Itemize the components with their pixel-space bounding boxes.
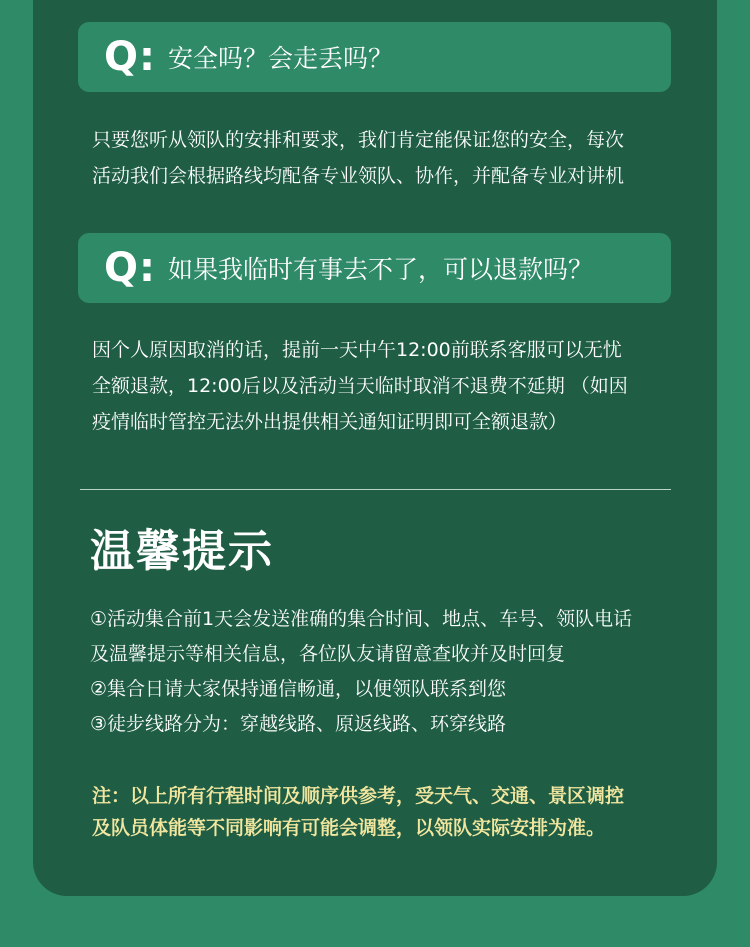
tips-item: 及温馨提示等相关信息，各位队友请留意查收并及时回复 — [90, 643, 566, 665]
tips-title: 温馨提示 — [90, 526, 274, 577]
question-mark-label: Q: — [104, 34, 156, 80]
answer-line: 活动我们会根据路线均配备专业领队、协作，并配备专业对讲机 — [92, 165, 625, 187]
disclaimer-note — [92, 780, 692, 844]
note-line: 注：以上所有行程时间及顺序供参考，受天气、交通、景区调控 — [92, 785, 625, 807]
faq-question-refund — [78, 233, 671, 303]
question-text: 安全吗？会走丢吗？ — [168, 44, 394, 73]
section-divider — [80, 489, 671, 490]
tips-item: ②集合日请大家保持通信畅通，以便领队联系到您 — [90, 678, 507, 700]
tips-list — [90, 602, 710, 742]
answer-line: 因个人原因取消的话，提前一天中午12:00前联系客服可以无忧 — [92, 339, 622, 361]
answer-line: 疫情临时管控无法外出提供相关通知证明即可全额退款） — [92, 411, 568, 433]
tips-item: ③徒步线路分为：穿越线路、原返线路、环穿线路 — [90, 713, 507, 735]
faq-answer-refund — [92, 332, 692, 440]
faq-question-safety — [78, 22, 671, 92]
question-text: 如果我临时有事去不了，可以退款吗？ — [168, 255, 594, 284]
answer-line: 全额退款，12:00后以及活动当天临时取消不退费不延期 （如因 — [92, 375, 628, 397]
question-mark-label: Q: — [104, 245, 156, 291]
answer-line: 只要您听从领队的安排和要求，我们肯定能保证您的安全，每次 — [92, 129, 625, 151]
note-line: 及队员体能等不同影响有可能会调整，以领队实际安排为准。 — [92, 817, 606, 839]
faq-answer-safety — [92, 122, 692, 194]
tips-item: ①活动集合前1天会发送准确的集合时间、地点、车号、领队电话 — [90, 608, 633, 630]
